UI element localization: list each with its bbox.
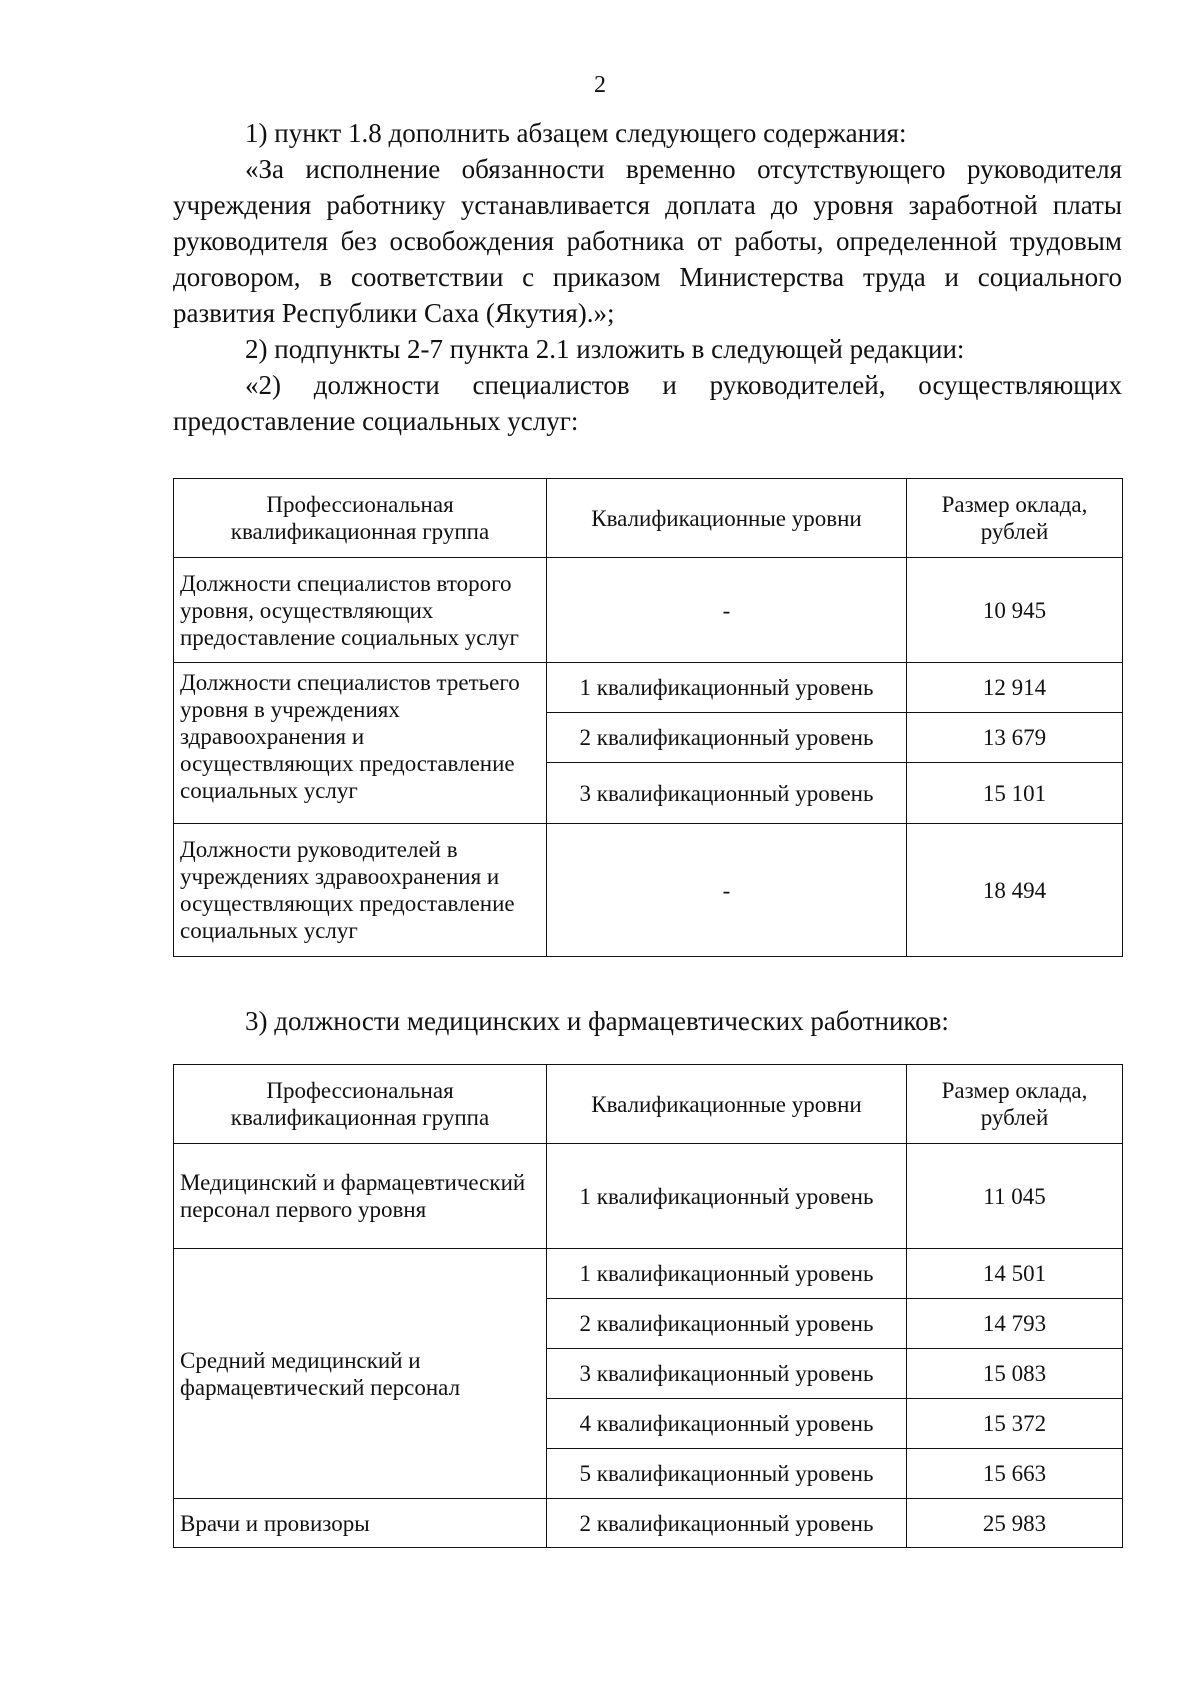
- table-header-row: [174, 479, 1123, 558]
- level-cell: 3 квалификационный уровень: [547, 1349, 907, 1399]
- salary-cell: 13 679: [907, 713, 1123, 763]
- header-group: Профессиональная квалификационная группа: [174, 479, 547, 558]
- salary-cell: 15 083: [907, 1349, 1123, 1399]
- group-name: Средний медицинский и фармацевтический персонал: [174, 1249, 547, 1499]
- salary-cell: 14 501: [907, 1249, 1123, 1299]
- salary-cell: 10 945: [907, 558, 1123, 663]
- level-cell: -: [547, 558, 907, 663]
- group-name: Медицинский и фармацевтический персонал первого уровня: [174, 1144, 547, 1249]
- salary-cell: 15 663: [907, 1449, 1123, 1499]
- salary-cell: 15 372: [907, 1399, 1123, 1449]
- salary-cell: 15 101: [907, 763, 1123, 824]
- group-name: Должности специалистов третьего уровня в учреждениях здравоохранения и осуществляющих предоставление социальных услуг: [174, 663, 547, 824]
- header-group: Профессиональная квалификационная группа: [174, 1065, 547, 1144]
- level-cell: 1 квалификационный уровень: [547, 1144, 907, 1249]
- level-cell: 5 квалификационный уровень: [547, 1449, 907, 1499]
- level-cell: 4 квалификационный уровень: [547, 1399, 907, 1449]
- level-cell: 3 квалификационный уровень: [547, 763, 907, 824]
- level-cell: 1 квалификационный уровень: [547, 1249, 907, 1299]
- header-level: Квалификационные уровни: [547, 479, 907, 558]
- paragraph-3: 2) подпункты 2-7 пункта 2.1 изложить в следующей редакции:: [245, 334, 965, 364]
- level-cell: 2 квалификационный уровень: [547, 1499, 907, 1548]
- paragraph-2: «За исполнение обязанности временно отсутствующего руководителя учреждения работнику устанавливается доплата до уровня заработной платы руководителя без освобождения работника от работы, определенной трудовым договором, в соответствии с приказом Министерства труда и социального развития Республики Саха (Якутия).»;: [173, 154, 1122, 328]
- body-text: [173, 115, 1122, 439]
- section-3-text: [173, 1003, 1122, 1039]
- level-cell: 2 квалификационный уровень: [547, 1299, 907, 1349]
- table-social-services: [173, 478, 1123, 957]
- header-salary: Размер оклада, рублей: [907, 1065, 1123, 1144]
- table-row: [174, 558, 1123, 663]
- table-row: [174, 1499, 1123, 1548]
- salary-cell: 18 494: [907, 824, 1123, 957]
- salary-cell: 12 914: [907, 663, 1123, 713]
- header-level: Квалификационные уровни: [547, 1065, 907, 1144]
- table-row: [174, 663, 1123, 713]
- table-row: [174, 1249, 1123, 1299]
- level-cell: 2 квалификационный уровень: [547, 713, 907, 763]
- page-number: 2: [594, 72, 606, 98]
- table-row: [174, 1144, 1123, 1249]
- paragraph-5: 3) должности медицинских и фармацевтических работников:: [245, 1006, 949, 1036]
- level-cell: 1 квалификационный уровень: [547, 663, 907, 713]
- paragraph-4: «2) должности специалистов и руководителей, осуществляющих предоставление социальных услуг:: [173, 370, 1122, 436]
- table-row: [174, 824, 1123, 957]
- table-medical-staff: [173, 1064, 1123, 1548]
- header-salary: Размер оклада, рублей: [907, 479, 1123, 558]
- level-cell: -: [547, 824, 907, 957]
- paragraph-1: 1) пункт 1.8 дополнить абзацем следующего содержания:: [245, 118, 907, 148]
- salary-cell: 11 045: [907, 1144, 1123, 1249]
- table-header-row: [174, 1065, 1123, 1144]
- group-name: Должности специалистов второго уровня, осуществляющих предоставление социальных услуг: [174, 558, 547, 663]
- group-name: Врачи и провизоры: [174, 1499, 547, 1548]
- salary-cell: 25 983: [907, 1499, 1123, 1548]
- group-name: Должности руководителей в учреждениях здравоохранения и осуществляющих предоставление социальных услуг: [174, 824, 547, 957]
- salary-cell: 14 793: [907, 1299, 1123, 1349]
